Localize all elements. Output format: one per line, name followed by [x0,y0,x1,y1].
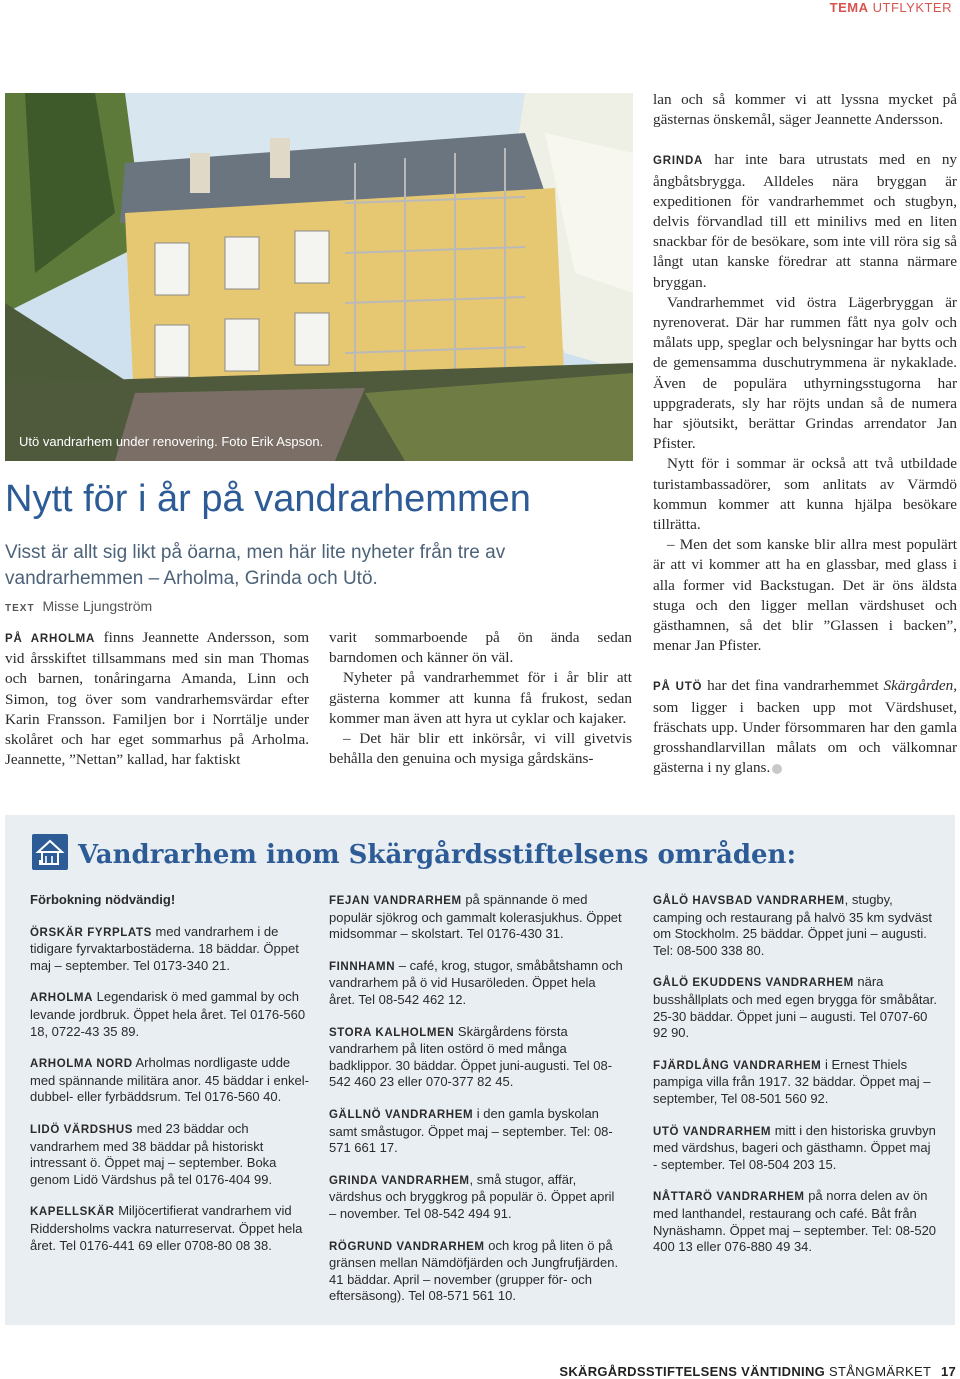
article-column-1 [5,628,309,770]
italic-text: Skärgården, [883,677,958,695]
article-column-3 [653,90,957,779]
paragraph-text: som ligger i backen upp mot Värdshuset, fräschats upp. Under försommaren har den gamla grosshandlarvillan målats om och välkomnar gästerna i ny glans. [653,698,957,777]
hostel-name: FINNHAMN [329,960,396,973]
paragraph [653,676,957,778]
hostel-illustration [5,93,633,461]
hostel-description: Miljöcertifierat vandrarhem vid Riddersholms vackra naturreservat. Öppet hela året. Tel 0176-441 69 eller 0708-80 08 38. [30,1203,303,1253]
hostel-entry [329,1106,623,1157]
paragraph [5,628,309,770]
hostel-description: i den gamla byskolan samt småstugor. Öppet maj – september. Tel: 08-571 661 17. [329,1105,613,1156]
paragraph-text: har inte bara utrustats med en ny ångbåtsbrygga. Alldeles nära bryggan är expeditionen för vandrarhemmet och stugbyn, delvis förvandlad till ett minilivs med en liten snackbar för de besökare, som inte vill röra sig så långt utan kanske föredrar att stanna närmare bryggan. [653,151,958,291]
paragraph-text: finns Jeannette Andersson, som vid årsskiftet tillsammans med sin man Thomas och barnen, tonåringarna Amanda, Linn och Simon, tog över som vandrarhemsvärdar efter Karin Fransson. Familjen bor i Norrtälje under skolåret och har eget sommarhus på Arholma. Jeannette, ”Nettan” kallad, har faktiskt [5,629,310,769]
hostel-description: mitt i den historiska gruvbyn med värdshus, bageri och gästhamn. Öppet maj - september. Tel 08-504 203 15. [653,1122,936,1172]
article-lead: Visst är allt sig likt på öarna, men här lite nyheter från tre av vandrarhemmen – Arholma, Grinda och Utö. [5,542,506,589]
hostel-name: GÄLLNÖ VANDRARHEM [329,1108,474,1121]
hostel-name: GÅLÖ EKUDDENS VANDRARHEM [653,977,854,990]
paragraph: varit sommarboende på ön ända sedan barndomen och känner ön väl. [329,629,632,667]
hostel-name: UTÖ VANDRARHEM [653,1125,772,1138]
hostel-description: , stugby, camping och restaurang på halvö 35 km sydväst om Stockholm. 25 bäddar. Öppet juni – augusti. Tel: 08-500 338 80. [653,892,932,958]
article-title: Nytt för i år på vandrarhemmen [5,478,531,520]
paragraph: Nyheter på vandrarhemmet för i år blir att gästerna kommer att kunna få frukost, sedan kommer man även att hyra ut cyklar och kajaker. [329,669,632,727]
hostel-description: , små stugor, affär, värdshus och bryggkrog på populär ö. Öppet april – november. Tel 08-542 494 91. [329,1171,615,1221]
byline-author: Misse Ljungström [42,598,153,614]
hostel-description: och krog på liten ö på gränsen mellan Nämdöfjärden och Jungfrufjärden. 41 bäddar. April – november (grupper för- och eftersäsong). Tel 08-571 561 10. [329,1237,619,1304]
hostel-column-3 [653,892,938,1271]
hostel-name: GÅLÖ HAVSBAD VANDRARHEM [653,895,845,907]
hostel-entry [329,892,623,943]
hostel-entry [30,1055,312,1106]
hostel-name: RÖGRUND VANDRARHEM [329,1240,485,1253]
hostel-entry [329,958,623,1009]
run-in-heading: PÅ UTÖ [653,681,703,694]
hostel-description: – café, krog, stugor, småbåtshamn och vandrarhem på ö vid Husaröleden. Öppet hela året. Tel 08-542 462 12. [329,957,623,1007]
hostel-entry [30,924,312,975]
paragraph: Nytt för i sommar är också att två utbildade turistambassadörer, som anlitats av Värmdö kommun kommer att kunna hjälpa besökare tillrätta. [653,455,957,534]
hostel-entry [653,892,938,959]
paragraph [653,150,957,292]
hostel-name: FJÄRDLÅNG VANDRARHEM [653,1059,822,1072]
paragraph: – Men det som kanske blir allra mest populärt är att vi kommer att ha en glassbar, med glass i alla former vid Backstugan. Det är öns äldsta stuga och den ligger mellan värdshuset och gästhamnen, så det blir ”Glassen i backen”, menar Jan Pfister. [653,536,957,655]
hostel-name: ARHOLMA [30,992,93,1005]
hostel-description: med vandrarhem i de tidigare fyrvaktarbostäderna. 18 bäddar. Öppet maj – september. Tel 0173-340 21. [30,923,299,973]
hostel-description: Förbokning nödvändig! [30,892,176,907]
section-header [830,0,952,15]
hostel-description: på spännande ö med populär sjökrog och gammalt kolerasjukhus. Öppet midsommar – skolstart. Tel 0176-430 31. [329,892,622,942]
section-sublabel: UTFLYKTER [872,0,952,15]
issue-name: STÅNGMÄRKET [828,1364,932,1379]
hostel-name: STORA KALHOLMEN [329,1026,455,1039]
paragraph: Vandrarhemmet vid östra Lägerbryggan är nyrenoverat. Där har rummen fått nya golv och målats upp, speglar och belysningar har bytts och de gemensamma duschutrymmena är nykaklade. Även de populära uthyrningsstugorna har uppgraderats, sly har röjts undan så de numera har sjöutsikt, berättar Grindas arrendator Jan Pfister. [653,293,957,453]
hostel-name: KAPELLSKÄR [30,1206,115,1219]
hostel-entry [653,1057,938,1108]
hostel-entry [653,1188,938,1255]
hostel-description: nära busshållplats och med egen brygga för småbåtar. 25-30 bäddar. Öppet juni – augusti. Tel 0707-60 92 90. [653,974,938,1041]
hostel-entry [30,892,312,909]
article-column-2 [329,628,632,769]
byline [5,598,152,614]
run-in-heading: PÅ ARHOLMA [5,633,96,645]
hostel-column-1 [30,892,312,1269]
hostel-entry [30,1203,312,1254]
hostel-description: Arholmas nordligaste udde med spännande militära anor. 45 bäddar i enkel- dubbel- eller fyrbäddsrum. Tel 0176-560 40. [30,1055,309,1105]
hostel-name: ÖRSKÄR FYRPLATS [30,926,152,939]
paragraph: lan och så kommer vi att lyssna mycket på gästernas önskemål, säger Jeannette Andersson. [653,91,957,129]
hostel-column-2 [329,892,623,1320]
page-number: 17 [940,1364,956,1379]
hostel-entry [30,989,312,1040]
hostel-entry [329,1238,623,1305]
hostel-photo [5,93,633,461]
hostel-name: LIDÖ VÄRDSHUS [30,1123,134,1136]
paragraph-text: har det fina vandrarhemmet [707,677,879,695]
hostel-description: med 23 bäddar och vandrarhem med 38 bäddar på historiskt intressant ö. Öppet maj – september. Boka genom Lidö Värdshus på tel 0176-404 99. [30,1120,277,1187]
photo-caption: Utö vandrarhem under renovering. Foto Erik Aspson. [19,434,324,449]
byline-label: TEXT [5,603,35,614]
hostel-entry [329,1172,623,1223]
end-mark-icon [772,764,782,774]
hostel-house-icon [32,834,68,870]
hostel-name: GRINDA VANDRARHEM [329,1174,470,1187]
hostel-description: Skärgårdens första vandrarhem på liten ostörd ö med många badklippor. 30 bäddar. Öppet juni-augusti. Tel 08-542 460 23 eller 070-377 82 45. [329,1023,613,1090]
hostel-description: Legendarisk ö med gammal by och levande jordbruk. Öppet hela året. Tel 0176-560 18, 0722-43 35 89. [30,989,306,1039]
hostel-entry [329,1024,623,1091]
page-footer [559,1364,956,1379]
hostel-house-svg [32,834,68,870]
hostel-entry [653,1123,938,1174]
box-title: Vandrarhem inom Skärgårdsstiftelsens områden: [78,840,797,870]
hostel-name: NÅTTARÖ VANDRARHEM [653,1191,805,1204]
hostel-name: ARHOLMA NORD [30,1058,133,1071]
hostel-description: på norra delen av ön med lanthandel, restaurang och café. Båt från Nynäshamn. Öppet maj – september. Tel: 08-520 400 13 eller 076-880 49 34. [653,1188,937,1255]
paragraph: – Det här blir ett inkörsår, vi vill givetvis behålla den genuina och mysiga gårdskäns- [329,730,632,768]
hostel-entry [653,974,938,1041]
run-in-heading: GRINDA [653,155,704,168]
hostel-name: FEJAN VANDRARHEM [329,895,462,907]
hostel-description: i Ernest Thiels pampiga villa från 1917. 32 bäddar. Öppet maj – september, Tel 08-501 560 92. [653,1056,931,1106]
magazine-name: SKÄRGÅRDSSTIFTELSENS VÄNTIDNING [559,1364,826,1379]
hostel-entry [30,1121,312,1188]
section-label: TEMA [829,0,869,15]
